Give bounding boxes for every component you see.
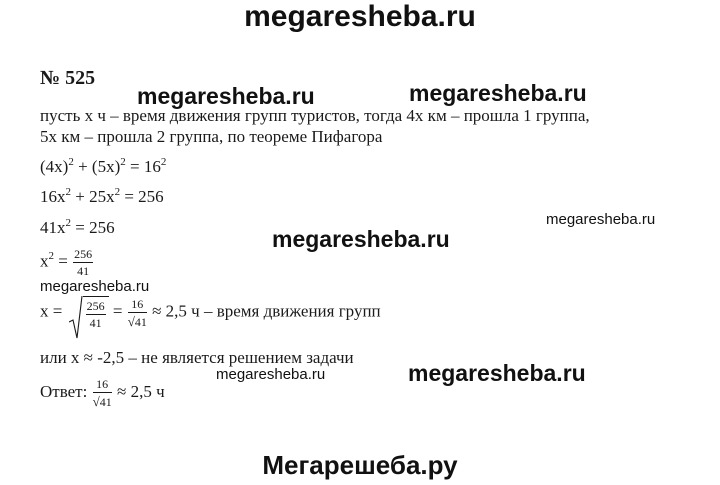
watermark: megaresheba.ru (272, 226, 450, 252)
square-root: $\frac{256}{41}$ (69, 296, 109, 329)
solution-line-or: или х ≈ -2,5 – не является решением задачи (40, 348, 354, 367)
fraction: $\frac{16}{√41}$ (92, 377, 112, 409)
fraction: $\frac{256}{41}$ (74, 247, 93, 278)
equation-4: $x^2$ = $\frac{256}{41}$ (40, 247, 93, 278)
site-watermark-footer: Мегарешеба.ру (262, 450, 458, 480)
fraction: $\frac{16}{√41}$ (127, 296, 147, 329)
watermark: megaresheba.ru (546, 211, 656, 228)
watermark: megaresheba.ru (409, 80, 587, 106)
watermark: megaresheba.ru (408, 360, 586, 386)
solution-line-1: пусть х ч – время движения групп туристов, тогда 4х км – прошла 1 группа, (40, 106, 590, 125)
equation-2: $16x^2 + 25x^2 = 256$ (40, 186, 164, 206)
watermark: megaresheba.ru (137, 83, 315, 109)
watermark: megaresheba.ru (40, 278, 150, 295)
site-watermark-header: megaresheba.ru (244, 0, 476, 33)
solution-line-2: 5х км – прошла 2 группа, по теореме Пифагора (40, 127, 383, 146)
watermark: megaresheba.ru (216, 366, 326, 383)
problem-number: № 525 (40, 67, 96, 89)
equation-5: x = $\frac{256}{41}$ = $\frac{16}{√41}$ ≈ 2,5 ч – время движения групп (40, 296, 381, 329)
answer-line: Ответ: $\frac{16}{√41}$ ≈ 2,5 ч (40, 377, 165, 409)
equation-3: $41x^2 = 256$ (40, 217, 115, 237)
equation-1: $(4x)^2 + (5x)^2 = 16^2$ (40, 156, 167, 176)
